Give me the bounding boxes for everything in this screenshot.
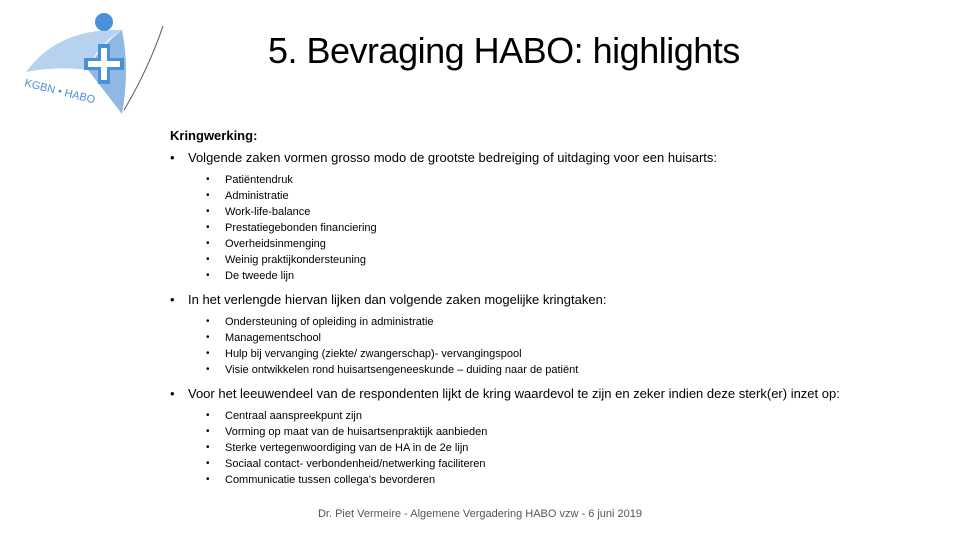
group-2-list — [170, 314, 950, 378]
bullet-icon: • — [206, 426, 210, 437]
group-1-list — [170, 172, 950, 284]
list-item: • Sterke vertegenwoordiging van de HA in de 2e lijn — [206, 442, 469, 454]
list-item: • Administratie — [206, 190, 289, 202]
bullet-icon: • — [170, 150, 175, 165]
list-item: • Hulp bij vervanging (ziekte/ zwangerschap)- vervangingspool — [206, 348, 522, 360]
group-2-text: In het verlengde hiervan lijken dan volgende zaken mogelijke kringtaken: — [188, 292, 607, 307]
page-title: 5. Bevraging HABO: highlights — [268, 30, 740, 71]
bullet-icon: • — [206, 364, 210, 375]
group-3-text: Voor het leeuwendeel van de respondenten lijkt de kring waardevol te zijn en zeker indien deze sterk(er) inzet op: — [188, 386, 840, 401]
bullet-icon: • — [206, 206, 210, 217]
footer-text: Dr. Piet Vermeire - Algemene Vergadering HABO vzw - 6 juni 2019 — [317, 508, 643, 520]
logo-text: KGBN • HABO — [23, 77, 97, 107]
bullet-icon: • — [170, 292, 175, 307]
list-item: • De tweede lijn — [206, 270, 295, 282]
bullet-icon: • — [206, 332, 210, 343]
list-item: • Weinig praktijkondersteuning — [206, 254, 367, 266]
bullet-icon: • — [206, 474, 210, 485]
list-item: • Patiëntendruk — [206, 174, 293, 186]
bullet-icon: • — [206, 270, 210, 281]
bullet-icon: • — [206, 222, 210, 233]
bullet-icon: • — [170, 386, 175, 401]
list-item: • Ondersteuning of opleiding in administratie — [206, 316, 434, 328]
list-item: • Communicatie tussen collega’s bevorderen — [206, 474, 436, 486]
list-item: • Work-life-balance — [206, 206, 311, 218]
bullet-group-3 — [170, 386, 950, 402]
list-item: • Overheidsinmenging — [206, 238, 326, 250]
kgbn-habo-logo — [18, 10, 168, 128]
bullet-icon: • — [206, 254, 210, 265]
bullet-group-2 — [170, 292, 950, 308]
list-item: • Visie ontwikkelen rond huisartsengeneeskunde – duiding naar de patiënt — [206, 364, 579, 376]
bullet-icon: • — [206, 348, 210, 359]
slide-body — [170, 128, 950, 496]
bullet-icon: • — [206, 458, 210, 469]
group-1-text: Volgende zaken vormen grosso modo de grootste bedreiging of uitdaging voor een huisarts: — [188, 150, 718, 165]
bullet-group-1 — [170, 150, 950, 166]
list-item: • Centraal aanspreekpunt zijn — [206, 410, 362, 422]
list-item: • Sociaal contact- verbondenheid/netwerking faciliteren — [206, 458, 486, 470]
group-3-list — [170, 408, 950, 488]
list-item: • Prestatiegebonden financiering — [206, 222, 377, 234]
bullet-icon: • — [206, 190, 210, 201]
section-heading: Kringwerking: — [170, 128, 258, 143]
bullet-icon: • — [206, 442, 210, 453]
bullet-icon: • — [206, 316, 210, 327]
bullet-icon: • — [206, 238, 210, 249]
bullet-icon: • — [206, 410, 210, 421]
bullet-icon: • — [206, 174, 210, 185]
list-item: • Vorming op maat van de huisartsenpraktijk aanbieden — [206, 426, 488, 438]
list-item: • Managementschool — [206, 332, 322, 344]
